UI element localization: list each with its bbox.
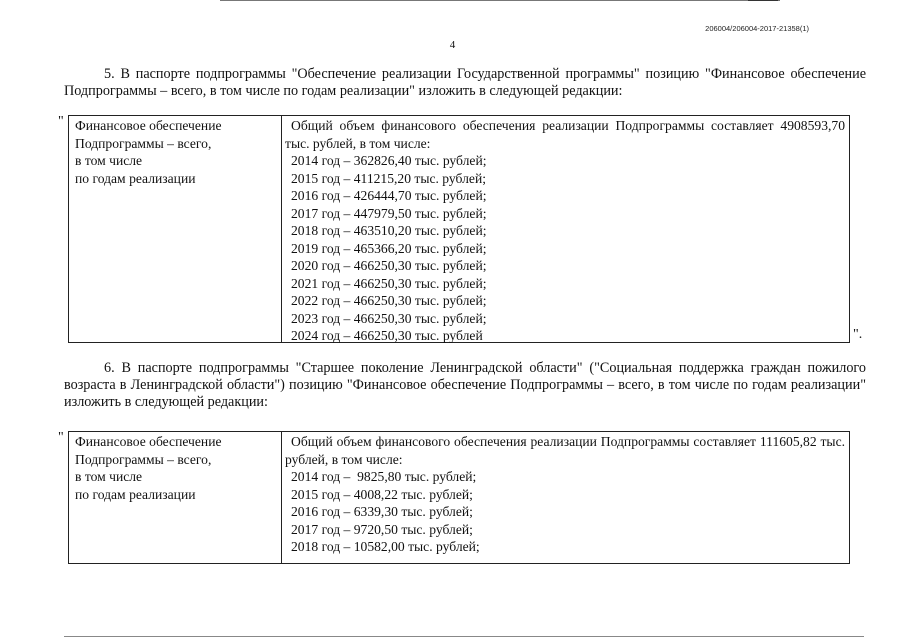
item-6-open-quote: " bbox=[58, 430, 64, 445]
year-line: 2015 год – 411215,20 тыс. рублей; bbox=[291, 170, 486, 186]
item-5-paragraph: 5. В паспорте подпрограммы "Обеспечение реализации Государственной программы" позицию "Финансовое обеспечение Подпрограммы – всего, в том числе по годам реализации" изложить в следующей редакции: bbox=[64, 66, 866, 99]
year-line: 2022 год – 466250,30 тыс. рублей; bbox=[291, 293, 487, 308]
left-cell-line: по годам реализации bbox=[75, 486, 196, 502]
item-6-right-cell bbox=[285, 433, 845, 556]
item-5-table bbox=[68, 115, 850, 343]
top-edge-line bbox=[220, 0, 780, 1]
left-cell-line: Финансовое обеспечение bbox=[75, 118, 222, 133]
year-line: 2016 год – 6339,30 тыс. рублей; bbox=[291, 504, 473, 519]
left-cell-line: в том числе bbox=[75, 153, 143, 168]
left-cell-line: Финансовое обеспечение bbox=[75, 434, 222, 449]
year-line: 2019 год – 465366,20 тыс. рублей; bbox=[291, 240, 487, 256]
document-id: 206004/206004-2017-21358(1) bbox=[705, 24, 809, 33]
year-line: 2024 год – 466250,30 тыс. рублей bbox=[291, 328, 483, 343]
left-cell-line: в том числе bbox=[75, 469, 143, 484]
year-line: 2017 год – 447979,50 тыс. рублей; bbox=[291, 205, 487, 221]
item-6-paragraph: 6. В паспорте подпрограммы "Старшее поколение Ленинградской области" ("Социальная поддержка граждан пожилого возраста в Ленинградской области") позицию "Финансовое обеспечение Подпрограммы – всего, в том числе по годам реализации" изложить в следующей редакции: bbox=[64, 360, 866, 410]
page-number: 4 bbox=[449, 39, 456, 51]
table-column-divider bbox=[281, 116, 282, 342]
financing-total-text: Общий объем финансового обеспечения реализации Подпрограммы составляет 111605,82 тыс. рублей, в том числе: bbox=[285, 434, 845, 467]
table-column-divider bbox=[281, 432, 282, 563]
item-6-left-cell bbox=[75, 433, 275, 503]
left-cell-line: Подпрограммы – всего, bbox=[75, 451, 212, 467]
item-5-right-cell bbox=[285, 117, 845, 345]
year-line: 2017 год – 9720,50 тыс. рублей; bbox=[291, 521, 473, 537]
year-line: 2021 год – 466250,30 тыс. рублей; bbox=[291, 275, 487, 291]
year-line: 2023 год – 466250,30 тыс. рублей; bbox=[291, 310, 487, 326]
left-cell-line: по годам реализации bbox=[75, 170, 196, 186]
year-line: 2015 год – 4008,22 тыс. рублей; bbox=[291, 486, 473, 502]
year-line: 2016 год – 426444,70 тыс. рублей; bbox=[291, 188, 487, 203]
item-5-left-cell bbox=[75, 117, 275, 187]
item-6-table bbox=[68, 431, 850, 564]
year-line: 2018 год – 463510,20 тыс. рублей; bbox=[291, 223, 487, 238]
year-line: 2020 год – 466250,30 тыс. рублей; bbox=[291, 258, 487, 273]
item-5-close-quote: ". bbox=[853, 327, 863, 342]
year-line: 2014 год – 362826,40 тыс. рублей; bbox=[291, 153, 487, 168]
year-line: 2018 год – 10582,00 тыс. рублей; bbox=[291, 539, 480, 554]
left-cell-line: Подпрограммы – всего, bbox=[75, 135, 212, 151]
item-5-open-quote: " bbox=[58, 114, 64, 129]
top-edge-mark bbox=[748, 0, 778, 1]
year-line: 2014 год – 9825,80 тыс. рублей; bbox=[291, 469, 477, 484]
bottom-edge-line bbox=[64, 636, 864, 637]
financing-total-text: Общий объем финансового обеспечения реализации Подпрограммы составляет 4908593,70 тыс. рублей, в том числе: bbox=[285, 118, 845, 151]
